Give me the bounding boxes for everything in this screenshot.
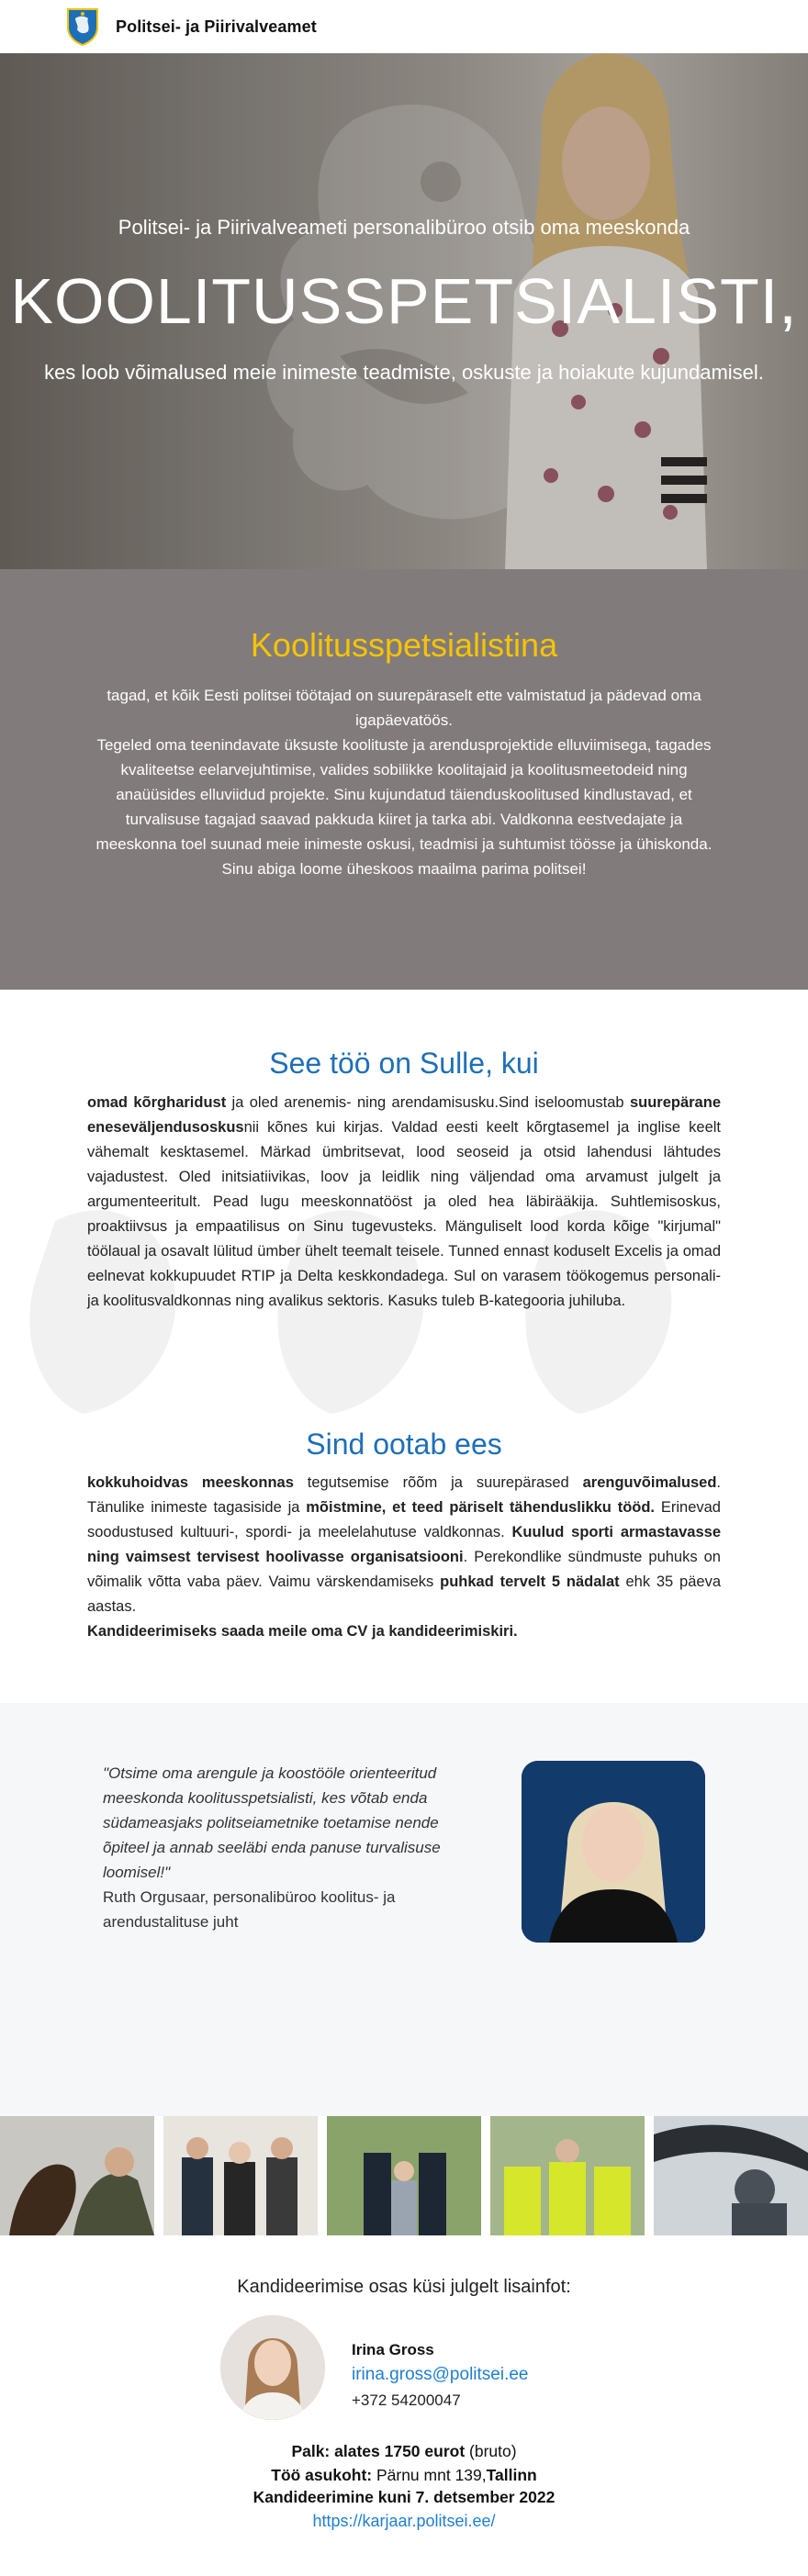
photo-dog-handler — [0, 2116, 154, 2235]
photo-strip — [0, 2116, 808, 2235]
intro-paragraph-3: Sinu abiga loome üheskoos maailma parima politsei! — [221, 860, 587, 878]
quote-author-photo — [522, 1761, 705, 1943]
brand-name[interactable]: Politsei- ja Piirivalveamet — [116, 17, 317, 36]
intro-text — [87, 683, 721, 881]
fit-text-1: ja oled arenemis- ning arendamisusku.Sind iseloomustab — [226, 1094, 630, 1111]
offer-bold-2: arenguvõimalused — [582, 1474, 717, 1491]
intro-paragraph-1: tagad, et kõik Eesti politsei töötajad on suurepäraselt ette valmistatud ja pädevad oma igapäevatöös. — [107, 687, 701, 729]
offer-text-2: . Tänulike inimeste tagasiside ja — [87, 1474, 721, 1516]
offer-bold-5: puhkad tervelt 5 nädalat — [440, 1574, 620, 1590]
contact-name: Irina Gross — [352, 2341, 434, 2358]
deadline-line — [0, 2488, 808, 2507]
career-site-link[interactable]: https://karjaar.politsei.ee/ — [312, 2512, 496, 2530]
ppa-shield-icon[interactable] — [66, 7, 99, 46]
hero-title: KOOLITUSSPETSIALISTI, — [10, 265, 798, 337]
offer-text — [87, 1471, 721, 1644]
offer-apply-cta: Kandideerimiseks saada meile oma CV ja kandideerimiskiri. — [87, 1623, 518, 1640]
hero-subtitle: Politsei- ja Piirivalveameti personalibüroo otsib oma meeskonda — [118, 216, 690, 239]
author-portrait — [522, 1761, 705, 1943]
deadline: Kandideerimine kuni 7. detsember 2022 — [252, 2488, 556, 2506]
hero-banner — [0, 53, 808, 569]
offer-bold-4: Kuulud sporti armastavasse ning vaimsest tervisest hoolivasse organisatsiooni — [87, 1524, 721, 1565]
quote-block — [103, 1761, 470, 1934]
salary-note: (bruto) — [465, 2442, 517, 2460]
quote-text: "Otsime oma arengule ja koostööle orienteeritud meeskonda koolitusspetsialisti, kes võtab enda südameasjaks politseiametnike toetamise nende õpiteel ja annab seeläbi enda panuse turvalisuse loomisel!" — [103, 1764, 441, 1881]
location-line — [0, 2466, 808, 2485]
contact-avatar — [220, 2315, 325, 2420]
salary-label: Palk: alates 1750 eurot — [291, 2442, 466, 2460]
photo-officers-group — [163, 2116, 318, 2235]
site-header — [0, 0, 808, 53]
contact-email-link[interactable]: irina.gross@politsei.ee — [352, 2365, 529, 2384]
contact-heading: Kandideerimise osas küsi julgelt lisainfot: — [237, 2277, 571, 2297]
fit-text-2: nii kõnes kui kirjas. Valdad eesti keelt kõrgtasemel ja inglise keelt vähemalt kesktasemel. Märkad ümbritsevat, lood seoseid ja otsid lahendusi lähtudes vajadustest. Oled initsiatiivikas, loov ja leidlik ning väljendad oma arvamust julgelt ja argumenteeritult. Pead lugu meeskonnatööst ja oled hea läbirääkija. Suhtlemisoskus, proaktiivsus ja empaatilisus on Sinu tugevusteks. Mänguliselt lood korda kõige "kirjumal" töölaual ja osavalt lülitud ümber ühelt teemalt teisele. Tunned ennast koduselt Excelis ja omad eelnevat kokkupuudet RTIP ja Delta keskkondadega. Sul on varasem töökogemus personali- ja koolitusvaldkonnas ning avalikus sektoris. Kasuks tuleb B-kategooria juhiluba. — [87, 1119, 721, 1309]
fit-heading: See töö on Sulle, kui — [269, 1047, 539, 1080]
photo-patrol-officers — [490, 2116, 645, 2235]
fit-bold-1: omad kõrgharidust — [87, 1094, 227, 1111]
intro-paragraph-2: Tegeled oma teenindavate üksuste koolituste ja arendusprojektide elluviimisega, tagades kvaliteetse eelarvejuhtimise, valides sobilikke koolitajaid ja koolitusmeetodeid ning anaüüsides elluviidud projekte. Sinu kujundatud täienduskoolitused kindlustavad, et turvalisuse tagajad saavad pakkuda kiiret ja tarka abi. Valdkonna eestvedajate ja meeskonna toel suunad meie inimeste oskusi, teadmisi ja suhtumist töösse ja ühiskonda. — [95, 736, 713, 853]
offer-text-3: Erinevad soodustused kultuuri-, spordi- ja meelelahutuse valdkonnas. — [87, 1499, 721, 1540]
fit-bold-2: suurepärane eneseväljendusoskus — [87, 1094, 721, 1136]
photo-officer-child — [327, 2116, 481, 2235]
offer-bold-3: mõistmine, et teed päriselt tähenduslikku tööd. — [306, 1499, 656, 1516]
quote-author: Ruth Orgusaar, personalibüroo koolitus- ja arendustalituse juht — [103, 1888, 396, 1931]
offer-heading: Sind ootab ees — [306, 1428, 502, 1461]
location-city: Tallinn — [486, 2466, 537, 2484]
intro-section — [0, 569, 808, 990]
location-label: Töö asukoht: — [271, 2466, 373, 2484]
salary-line — [0, 2442, 808, 2461]
fit-text — [87, 1091, 721, 1314]
hero-tagline: kes loob võimalused meie inimeste teadmiste, oskuste ja hoiakute kujundamisel. — [44, 361, 764, 384]
offer-text-5: ehk 35 päeva aastas. — [87, 1574, 721, 1615]
contact-phone: +372 54200047 — [352, 2391, 461, 2409]
photo-helicopter-crew — [654, 2116, 808, 2235]
offer-bold-1: kokkuhoidvas meeskonnas — [87, 1474, 294, 1491]
offer-text-1: tegutsemise rõõm ja suurepärased — [293, 1474, 583, 1491]
intro-heading: Koolitusspetsialistina — [250, 626, 558, 664]
location-street: Pärnu mnt 139, — [372, 2466, 487, 2484]
offer-text-4: . Perekondlike sündmuste puhuks on võimalik võtta vaba päev. Vaimu värskendamiseks — [87, 1549, 721, 1590]
